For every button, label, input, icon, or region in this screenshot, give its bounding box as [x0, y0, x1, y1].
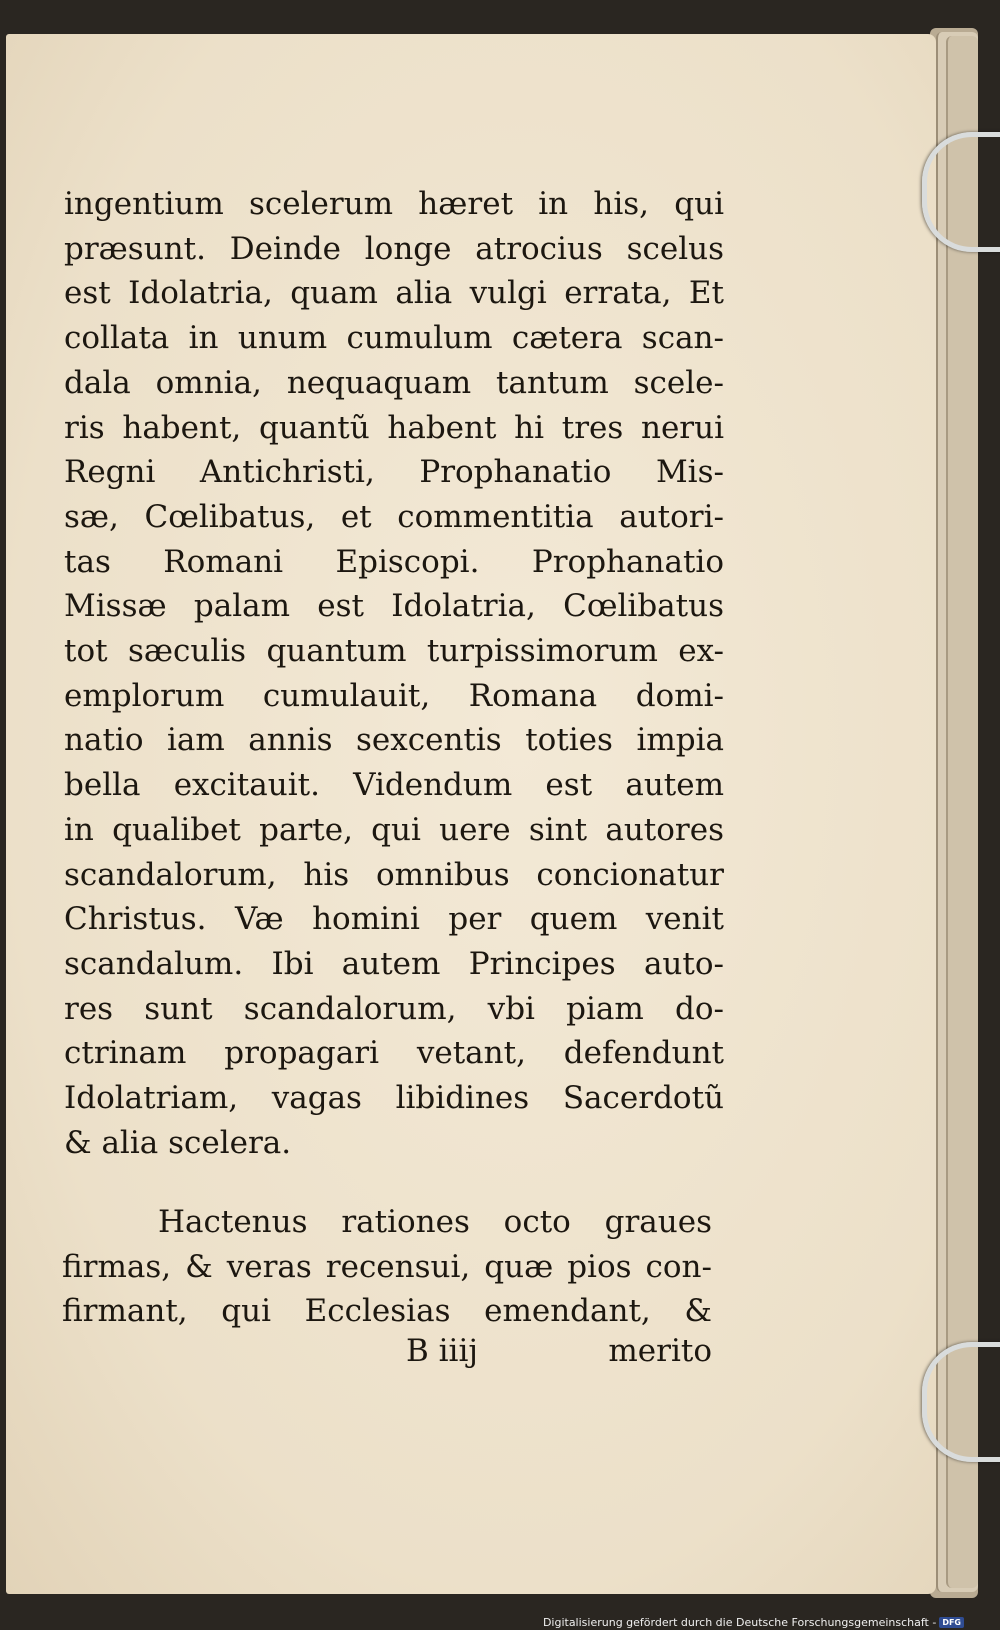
text-line: Missæ palam est Idolatria, Cœlibatus [64, 588, 724, 625]
text-line: firmas, & veras recensui, quæ pios con- [62, 1248, 712, 1285]
book-page [6, 34, 936, 1594]
text-line: emplorum cumulauit, Romana domi- [64, 677, 724, 714]
text-line: ctrinam propagari vetant, defendunt [64, 1035, 724, 1072]
text-line: natio iam annis sexcentis toties impia [64, 722, 724, 759]
text-line: sæ, Cœlibatus, et commentitia autori- [64, 498, 724, 535]
text-line: bella excitauit. Videndum est autem [64, 767, 724, 804]
text-line: Regni Antichristi, Prophanatio Mis- [64, 454, 724, 491]
text-line: ris habent, quantũ habent hi tres nerui [64, 409, 724, 446]
signature-mark: B iiij [406, 1333, 478, 1369]
text-line: præsunt. Deinde longe atrocius scelus [64, 230, 724, 267]
page-clip-icon [922, 1342, 1000, 1462]
text-line: scandalum. Ibi autem Principes auto- [64, 945, 724, 982]
text-line: firmant, qui Ecclesias emendant, & [62, 1293, 712, 1330]
text-line: ingentium scelerum hæret in his, qui [64, 186, 724, 222]
text-line: in qualibet parte, qui uere sint autores [64, 811, 724, 848]
catchword: merito [608, 1333, 712, 1369]
text-line: Idolatriam, vagas libidines Sacerdotũ [64, 1080, 724, 1117]
text-line: res sunt scandalorum, vbi piam do- [64, 990, 724, 1027]
text-line: scandalorum, his omnibus concionatur [64, 856, 724, 893]
text-line: est Idolatria, quam alia vulgi errata, Et [64, 275, 724, 312]
digitization-credit [543, 1616, 964, 1629]
text-line: dala omnia, nequaquam tantum scele- [64, 364, 724, 401]
text-line: collata in unum cumulum cætera scan- [64, 320, 724, 357]
page-footer [406, 1333, 712, 1369]
credit-text: Digitalisierung gefördert durch die Deutsche Forschungsgemeinschaft - [542, 1616, 937, 1629]
text-line-last: & alia scelera. [64, 1124, 292, 1161]
text-line: tas Romani Episcopi. Prophanatio [64, 543, 724, 580]
dfg-logo-icon: DFG [939, 1617, 964, 1628]
main-paragraph [64, 182, 754, 1165]
text-line: tot sæculis quantum turpissimorum ex- [64, 633, 724, 670]
second-paragraph [62, 1200, 742, 1334]
page-clip-icon [922, 132, 1000, 252]
text-line: Christus. Væ homini per quem venit [64, 901, 724, 938]
text-line: Hactenus rationes octo graues [158, 1204, 712, 1240]
